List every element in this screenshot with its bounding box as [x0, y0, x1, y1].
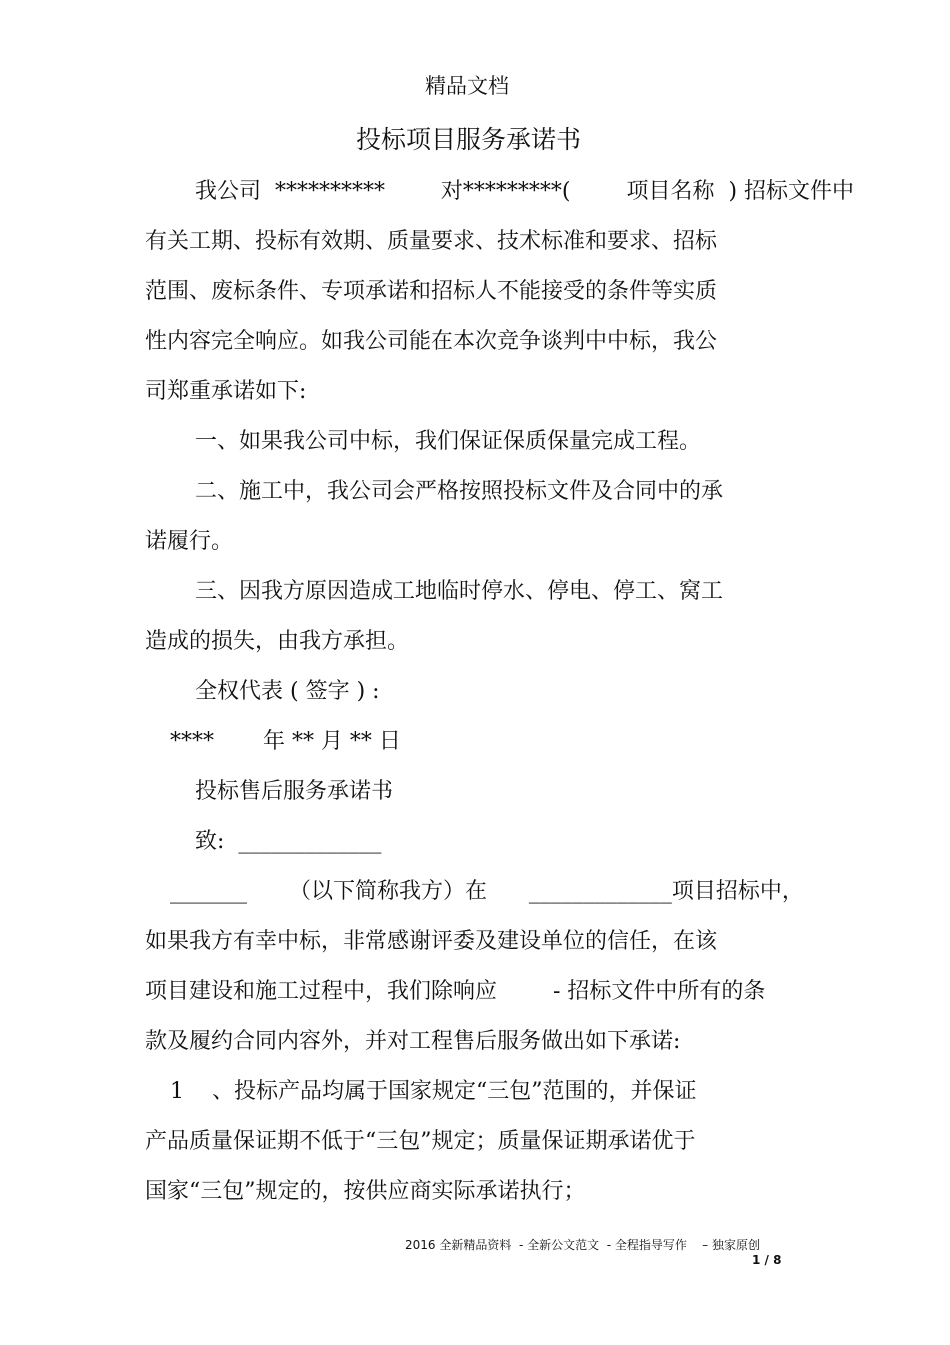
page-number: 1 / 8 [752, 1253, 782, 1267]
body-line-15: _______ （以下简称我方）在 _____________项目招标中， [170, 879, 804, 904]
date-line: **** 年 ** 月 ** 日 [170, 729, 401, 754]
body-line-21: 国家“三包”规定的，按供应商实际承诺执行； [145, 1179, 586, 1204]
body-line-3: 范围、废标条件、专项承诺和招标人不能接受的条件等实质 [145, 279, 718, 304]
body-line-10: 造成的损失，由我方承担。 [145, 629, 410, 654]
body-line-8: 诺履行。 [145, 529, 234, 554]
body-line-2: 有关工期、投标有效期、质量要求、技术标准和要求、招标 [145, 229, 718, 254]
signature-line: 全权代表 ( 签字 ) : [195, 679, 380, 704]
body-line-1: 我公司 ********** 对*********( 项目名称 ) 招标文件中 [195, 179, 855, 204]
addressee-line: 致: _____________ [195, 829, 382, 854]
body-line-20: 产品质量保证期不低于“三包”规定；质量保证期承诺优于 [145, 1129, 696, 1154]
document-title: 投标项目服务承诺书 [356, 125, 582, 154]
body-line-4: 性内容完全响应。如我公司能在本次竞争谈判中中标，我公 [145, 329, 718, 354]
subtitle-after-sales: 投标售后服务承诺书 [195, 779, 394, 804]
body-line-16: 如果我方有幸中标，非常感谢评委及建设单位的信任，在该 [145, 929, 718, 954]
body-line-9: 三、因我方原因造成工地临时停水、停电、停工、窝工 [195, 579, 724, 604]
body-line-5: 司郑重承诺如下: [145, 379, 307, 404]
body-line-6: 一、如果我公司中标，我们保证保质保量完成工程。 [195, 429, 702, 454]
body-line-19: 1 、投标产品均属于国家规定“三包”范围的，并保证 [170, 1079, 697, 1104]
footer-note: 2016 全新精品资料 - 全新公文范文 - 全程指导写作 – 独家原创 [405, 1238, 760, 1252]
body-line-7: 二、施工中，我公司会严格按照投标文件及合同中的承 [195, 479, 724, 504]
body-line-17: 项目建设和施工过程中，我们除响应 - 招标文件中所有的条 [145, 979, 766, 1004]
body-line-18: 款及履约合同内容外，并对工程售后服务做出如下承诺: [145, 1029, 681, 1054]
page-header: 精品文档 [425, 74, 509, 98]
